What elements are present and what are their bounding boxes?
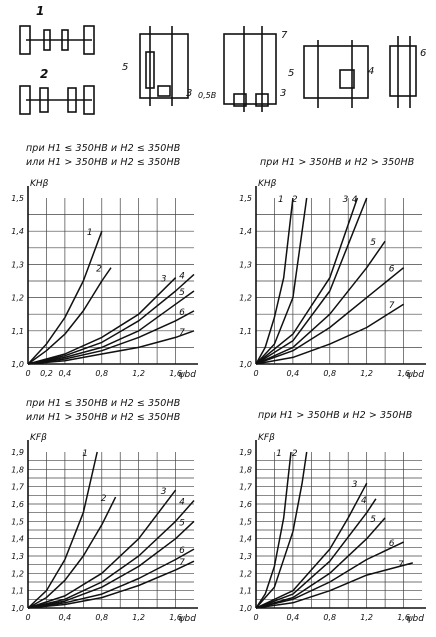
series-label-5: 5	[370, 514, 376, 525]
x-tick-label: 1,6	[169, 613, 182, 622]
y-tick-label: 1,4	[11, 534, 24, 544]
scheme-callout: 6	[420, 48, 427, 59]
x-tick-label: 1,6	[397, 369, 410, 378]
x-tick-label: 0	[253, 369, 259, 378]
scheme-callout: 7	[281, 30, 288, 41]
y-tick-label: 1,2	[11, 569, 24, 579]
y-tick-label: 1,6	[239, 500, 252, 509]
series-label-2: 2	[291, 195, 298, 205]
gearbox-frame	[304, 46, 368, 98]
series-label-1: 1	[278, 195, 284, 205]
x-tick-label: 0	[25, 369, 31, 378]
y-tick-label: 1,5	[11, 194, 24, 203]
y-tick-label: 1,3	[11, 552, 24, 561]
y-tick-label: 1,7	[239, 482, 252, 492]
y-tick-label: 1,4	[239, 534, 252, 544]
y-tick-label: 1,5	[239, 517, 252, 527]
x-axis-label: ψbd	[406, 370, 424, 380]
y-tick-label: 1,4	[239, 227, 252, 237]
x-tick-label: 0,4	[58, 613, 72, 622]
y-axis-label: KHβ	[258, 179, 277, 189]
series-label-7: 7	[397, 559, 404, 570]
series-label-5: 5	[370, 238, 376, 249]
y-tick-label: 1,3	[239, 552, 252, 561]
x-tick-label: 1,6	[397, 613, 410, 622]
scheme-callout: 0,5B	[198, 91, 217, 100]
chart-kfb-soft	[2, 430, 206, 635]
y-tick-label: 1,1	[239, 326, 252, 336]
y-tick-label: 1,9	[11, 448, 24, 457]
x-axis-label: ψbd	[178, 614, 196, 624]
gearbox-frame	[390, 46, 416, 96]
y-tick-label: 1,8	[239, 465, 252, 475]
y-tick-label: 1,8	[11, 465, 24, 475]
x-tick-label: 0,8	[95, 369, 109, 378]
scheme-label-1: 1	[36, 4, 45, 18]
series-label-4: 4	[179, 271, 185, 282]
series-line-4	[28, 274, 194, 364]
series-label-3: 3	[351, 480, 358, 491]
y-tick-label: 1,0	[239, 604, 252, 613]
y-tick-label: 1,9	[239, 448, 252, 457]
scheme-callout: 5	[122, 62, 129, 73]
caption-bottom-left-line2: или H1 > 350НВ и H2 ≤ 350НВ	[26, 412, 181, 423]
chart-kfb-hard	[228, 430, 432, 635]
x-tick-label: 1,2	[360, 369, 374, 378]
series-line-4	[256, 499, 376, 608]
scheme-callout: 4	[368, 66, 375, 77]
x-tick-label: 0,8	[323, 613, 337, 622]
series-label-3: 3	[342, 195, 349, 205]
y-tick-label: 1,1	[11, 586, 24, 596]
series-label-1: 1	[276, 449, 282, 459]
scheme-label-2: 2	[40, 67, 49, 81]
y-tick-label: 1,2	[239, 293, 252, 303]
y-tick-label: 1,7	[11, 482, 24, 492]
series-label-7: 7	[388, 301, 395, 312]
x-tick-label: 1,2	[132, 613, 146, 622]
chart-khb-soft	[2, 176, 202, 386]
caption-top-right: при H1 > 350НВ и H2 > 350НВ	[260, 157, 415, 168]
chart-khb-hard	[228, 176, 432, 386]
series-label-6: 6	[388, 264, 395, 275]
series-label-3: 3	[160, 487, 167, 498]
series-label-4: 4	[361, 495, 367, 506]
y-tick-label: 1,0	[239, 360, 252, 369]
caption-bottom-right: при H1 > 350НВ и H2 > 350НВ	[258, 410, 413, 421]
x-tick-label: 0,4	[286, 613, 300, 622]
x-tick-label: 1,6	[169, 369, 182, 378]
y-tick-label: 1,2	[239, 569, 252, 579]
series-line-7	[28, 561, 194, 608]
series-label-6: 6	[179, 307, 185, 318]
y-tick-label: 1,5	[11, 517, 24, 527]
gear-arrangement-schemes	[0, 0, 436, 120]
x-tick-label: 1,2	[132, 369, 146, 378]
series-label-1: 1	[86, 228, 93, 239]
gear-block	[158, 86, 170, 96]
y-tick-label: 1,5	[239, 194, 252, 203]
y-tick-label: 1,1	[239, 586, 252, 596]
series-label-6: 6	[388, 539, 395, 550]
y-tick-label: 1,3	[239, 260, 252, 270]
caption-top-left-line1: при H1 ≤ 350НВ и H2 ≤ 350НВ	[26, 143, 181, 154]
caption-top-left-line2: или H1 > 350НВ и H2 ≤ 350НВ	[26, 157, 181, 168]
series-label-1: 1	[82, 449, 89, 459]
x-tick-label: 0,8	[323, 369, 337, 378]
caption-bottom-left-line1: при H1 ≤ 350НВ и H2 ≤ 350НВ	[26, 398, 181, 409]
x-tick-label: 0	[253, 613, 259, 622]
series-label-3: 3	[160, 274, 167, 285]
series-label-4: 4	[179, 497, 185, 508]
series-label-2: 2	[100, 494, 107, 505]
series-label-4: 4	[351, 195, 358, 205]
x-tick-label: 0,8	[95, 613, 109, 622]
series-label-5: 5	[179, 518, 185, 529]
series-label-7: 7	[179, 558, 185, 569]
y-tick-label: 1,0	[11, 604, 24, 613]
y-tick-label: 1,1	[11, 326, 24, 336]
y-tick-label: 1,2	[11, 293, 24, 303]
y-axis-label: KFβ	[258, 433, 275, 443]
x-tick-label: 1,2	[360, 613, 374, 622]
x-tick-label: 0,4	[286, 369, 300, 378]
y-tick-label: 1,3	[11, 260, 24, 270]
series-label-2: 2	[291, 449, 298, 459]
series-label-7: 7	[179, 327, 185, 338]
scheme-callout: 5	[288, 68, 295, 79]
y-tick-label: 1,4	[11, 227, 24, 237]
x-axis-label: ψbd	[178, 370, 196, 380]
x-tick-label: 0	[25, 613, 31, 622]
x-axis-label: ψbd	[406, 614, 424, 624]
scheme-callout: 3	[280, 88, 287, 99]
series-label-6: 6	[179, 546, 185, 557]
scheme-callout: 3	[186, 88, 193, 99]
y-tick-label: 1,6	[11, 500, 24, 509]
x-tick-label: 0,2	[40, 369, 53, 378]
series-label-2: 2	[96, 264, 102, 275]
series-label-5: 5	[179, 287, 185, 298]
y-tick-label: 1,0	[11, 360, 24, 369]
y-axis-label: KHβ	[30, 179, 49, 189]
y-axis-label: KFβ	[30, 433, 47, 443]
x-tick-label: 0,4	[58, 369, 72, 378]
